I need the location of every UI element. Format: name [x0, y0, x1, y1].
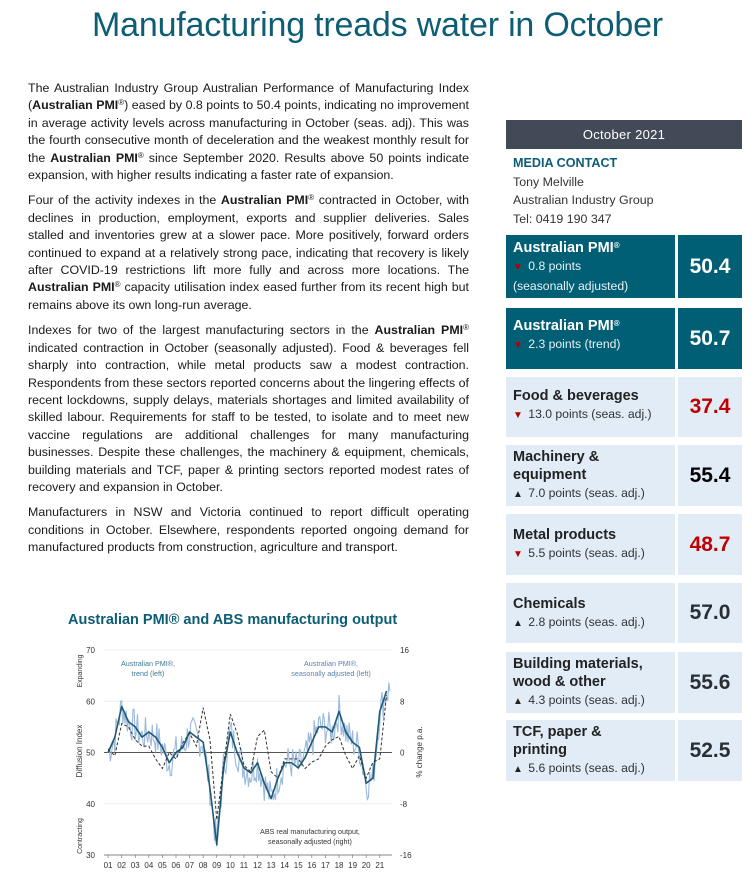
registered-mark: ®: [463, 323, 469, 333]
paragraph-3: [28, 322, 469, 496]
svg-text:trend (left): trend (left): [131, 669, 165, 678]
line-chart: [60, 636, 450, 875]
date-bar: October 2021: [506, 120, 742, 149]
svg-text:30: 30: [86, 851, 95, 860]
svg-text:50: 50: [86, 748, 95, 758]
svg-text:Australian PMI®,: Australian PMI®,: [120, 659, 176, 668]
svg-text:60: 60: [86, 697, 95, 707]
svg-text:12: 12: [253, 861, 262, 870]
down-arrow-icon: ▼: [513, 549, 523, 560]
registered-mark: ®: [114, 280, 121, 290]
stat-value: 55.6: [678, 652, 742, 713]
svg-text:Contracting: Contracting: [77, 818, 84, 854]
stat-change: 7.0 points (seas. adj.): [528, 486, 645, 500]
stat-machinery-equipment: [506, 445, 742, 506]
svg-text:17: 17: [320, 861, 330, 870]
paragraph-1: [28, 80, 469, 184]
text: indicated contraction in October (seasonally adjusted). Food & beverages fell sharply into contraction, while metal products saw a modest contraction. Respondents from these sectors reported concerns about the lingering effects of recent lockdowns, supply delays, materials shortages and limited availability of skilled labour. Requirements for staff to be tested, to isolate and to meet new vaccine regulations are additional challenges for many manufacturing businesses. Despite these challenges, the machinery & equipment, chemicals, building materials and TCF, paper & printing sectors reported modest rates of recovery and expansion in October.: [28, 340, 469, 494]
text: contracted in October, with declines in production, employment, exports and supplier deliveries. Sales stalled and inventories grew at a slower pace. More positively, forward orders continued to expand at a relatively strong pace, indicating that recovery is likely after COVID-19 restrictions lift more fully and across more locations. The: [28, 193, 469, 278]
stat-building-materials: [506, 652, 742, 713]
stat-value: 57.0: [678, 583, 742, 643]
stat-metal-products: [506, 514, 742, 575]
svg-text:14: 14: [280, 861, 290, 870]
stat-note: (seasonally adjusted): [513, 279, 629, 293]
svg-text:20: 20: [361, 861, 371, 870]
text: Indexes for two of the largest manufacturing sectors in the: [28, 323, 375, 338]
stat-name-line2: equipment: [513, 467, 587, 483]
paragraph-2: [28, 192, 469, 314]
svg-text:18: 18: [334, 861, 344, 870]
stat-name-line1: Machinery &: [513, 449, 600, 465]
stat-change: 4.3 points (seas. adj.): [528, 693, 645, 707]
svg-text:21: 21: [375, 861, 385, 870]
svg-text:05: 05: [157, 861, 167, 870]
stat-change: 0.8 points: [528, 259, 582, 273]
svg-text:16: 16: [400, 646, 409, 655]
stat-name-line1: Building materials,: [513, 656, 643, 672]
registered-mark: ®: [613, 319, 620, 328]
stat-pmi-trend: [506, 308, 742, 369]
stat-change: 5.5 points (seas. adj.): [528, 546, 645, 560]
svg-text:% change p.a.: % change p.a.: [415, 726, 424, 778]
stat-value: 55.4: [678, 445, 742, 506]
svg-text:07: 07: [185, 861, 195, 870]
media-contact: [506, 149, 742, 228]
svg-text:seasonally adjusted (left): seasonally adjusted (left): [291, 669, 371, 678]
brand-term: Australian PMI: [50, 150, 138, 165]
stat-name: Australian PMI: [513, 240, 614, 256]
svg-text:06: 06: [171, 861, 181, 870]
brand-term: Australian PMI: [32, 98, 119, 113]
svg-text:40: 40: [86, 799, 95, 809]
svg-text:0: 0: [400, 748, 405, 758]
svg-text:Diffusion Index: Diffusion Index: [75, 724, 84, 778]
contact-tel: Tel: 0419 190 347: [513, 211, 612, 226]
stat-change: 2.8 points (seas. adj.): [528, 615, 645, 629]
up-arrow-icon: ▲: [513, 764, 523, 775]
stat-name-line1: TCF, paper &: [513, 724, 602, 740]
brand-term: Australian PMI: [374, 323, 464, 338]
svg-text:Australian PMI®,: Australian PMI®,: [303, 659, 359, 668]
svg-text:03: 03: [130, 861, 140, 870]
svg-text:Expanding: Expanding: [77, 654, 84, 688]
stat-name: Metal products: [513, 527, 617, 543]
registered-mark: ®: [613, 241, 620, 250]
svg-text:13: 13: [266, 861, 276, 870]
text: since September 2020. Results above 50 points indicate expansion, with higher results indicating a faster rate of expansion.: [28, 150, 469, 183]
brand-term: Australian PMI: [28, 280, 115, 295]
svg-text:04: 04: [144, 861, 154, 870]
svg-text:19: 19: [348, 861, 358, 870]
down-arrow-icon: ▼: [513, 410, 523, 421]
text: Four of the activity indexes in the: [28, 193, 221, 208]
up-arrow-icon: ▲: [513, 618, 523, 629]
text: ) eased by 0.8 points to 50.4 points, indicating no improvement in average activity levels across manufacturing in October (seas. adj). This was the fourth consecutive month of deceleration and the weakest monthly result for the: [28, 98, 469, 165]
svg-text:seasonally adjusted (right): seasonally adjusted (right): [268, 837, 352, 846]
stat-value: 52.5: [678, 720, 742, 781]
stat-name-line2: wood & other: [513, 674, 606, 690]
stat-name-line2: printing: [513, 742, 567, 758]
brand-term: Australian PMI: [220, 193, 309, 208]
stat-change: 5.6 points (seas. adj.): [528, 761, 645, 775]
svg-text:16: 16: [307, 861, 317, 870]
contact-org: Australian Industry Group: [513, 193, 654, 207]
svg-text:02: 02: [117, 861, 127, 870]
up-arrow-icon: ▲: [513, 489, 523, 500]
svg-text:-8: -8: [400, 799, 408, 809]
stat-name: Food & beverages: [513, 388, 639, 404]
svg-text:8: 8: [400, 697, 405, 707]
down-arrow-icon: ▼: [513, 340, 523, 351]
svg-text:15: 15: [293, 861, 303, 870]
text: capacity utilisation index eased further from its recent high but remains above its own long-run average.: [28, 280, 469, 312]
stat-food-beverages: [506, 377, 742, 437]
svg-text:-16: -16: [400, 851, 412, 860]
stat-pmi-seasonally-adjusted: [506, 235, 742, 298]
svg-text:09: 09: [212, 861, 222, 870]
page-title: Manufacturing treads water in October: [92, 6, 663, 44]
sidebar: [506, 120, 742, 228]
down-arrow-icon: ▼: [513, 262, 523, 273]
registered-mark: ®: [137, 150, 144, 160]
registered-mark: ®: [118, 98, 125, 108]
up-arrow-icon: ▲: [513, 696, 523, 707]
svg-text:01: 01: [103, 861, 113, 870]
stat-change: 2.3 points (trend): [528, 337, 621, 351]
svg-text:70: 70: [86, 646, 95, 655]
stat-value: 50.4: [678, 235, 742, 298]
paragraph-4: Manufacturers in NSW and Victoria continued to report difficult operating conditions in October. Elsewhere, respondents reported ongoing demand for manufactured products from construction, agriculture and transport.: [28, 505, 469, 555]
stat-value: 37.4: [678, 377, 742, 437]
stat-value: 50.7: [678, 308, 742, 369]
chart-title: Australian PMI® and ABS manufacturing output: [68, 612, 398, 628]
stat-tcf-paper-printing: [506, 720, 742, 781]
media-contact-heading: MEDIA CONTACT: [513, 156, 618, 170]
svg-text:08: 08: [198, 861, 208, 870]
stat-value: 48.7: [678, 514, 742, 575]
registered-mark: ®: [308, 193, 315, 203]
stat-name: Chemicals: [513, 596, 586, 612]
article-body: [28, 80, 469, 565]
svg-text:10: 10: [225, 861, 235, 870]
svg-text:11: 11: [239, 861, 249, 870]
text: The Australian Industry Group Australian Performance of Manufacturing Index (: [28, 81, 469, 113]
pmi-chart: [60, 636, 450, 875]
contact-name: Tony Melville: [513, 174, 584, 189]
stat-change: 13.0 points (seas. adj.): [528, 407, 652, 421]
svg-text:ABS real manufacturing output,: ABS real manufacturing output,: [260, 827, 360, 836]
stat-chemicals: [506, 583, 742, 643]
stat-name: Australian PMI: [513, 318, 614, 334]
